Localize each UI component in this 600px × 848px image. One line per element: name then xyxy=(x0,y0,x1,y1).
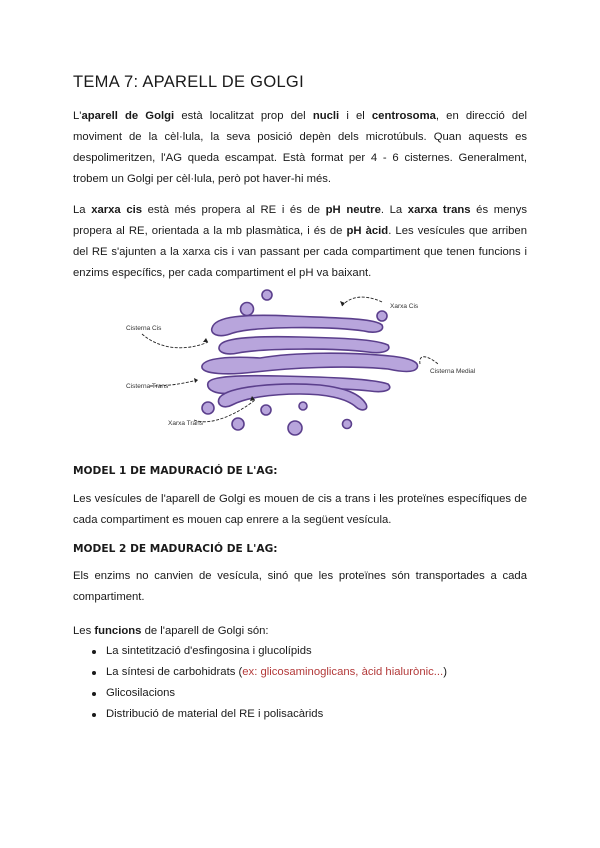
page-title: TEMA 7: APARELL DE GOLGI xyxy=(73,73,304,91)
vesicle xyxy=(202,402,214,414)
funcions-list xyxy=(92,641,447,725)
label-cisterna-trans: Cisterna Trans xyxy=(126,383,169,390)
vesicle xyxy=(261,405,271,415)
arrow-cisterna-medial xyxy=(420,357,438,364)
list-item: La síntesi de carbohidrats (ex: glicosaminoglicans, àcid hialurònic...) xyxy=(92,662,447,683)
bullet-icon xyxy=(92,692,96,696)
vesicle xyxy=(262,290,272,300)
model2-heading: MODEL 2 DE MADURACIÓ DE L'AG: xyxy=(73,543,278,555)
label-xarxa-cis: Xarxa Cis xyxy=(390,303,419,310)
vesicle xyxy=(377,311,387,321)
arrow-cisterna-cis xyxy=(142,334,208,348)
list-item: La sintetització d'esfingosina i glucolípids xyxy=(92,641,447,662)
vesicle xyxy=(299,402,307,410)
intro-paragraph: L'aparell de Golgi està localitzat prop del nucli i el centrosoma, en direcció del moviment de la cèl·lula, la seva posició depèn dels microtúbuls. Quan aquests es despolimeritzen, l'AG queda escampat. Està format per 4 - 6 cisternes. Generalment, trobem un Golgi per cèl·lula, però pot haver-hi més. xyxy=(73,110,528,185)
label-xarxa-trans: Xarxa Trans xyxy=(168,420,204,427)
label-cisterna-cis: Cisterna Cis xyxy=(126,325,162,332)
list-item: Glicosilacions xyxy=(92,683,447,704)
bullet-icon xyxy=(92,713,96,717)
vesicle xyxy=(232,418,244,430)
model2-text: Els enzims no canvien de vesícula, sinó que les proteïnes són transportades a cada compartiment. xyxy=(73,570,527,603)
bullet-icon xyxy=(92,650,96,654)
vesicle xyxy=(288,421,302,435)
list-item: Distribució de material del RE i polisacàrids xyxy=(92,704,447,725)
model1-heading: MODEL 1 DE MADURACIÓ DE L'AG: xyxy=(73,465,278,477)
cis-trans-paragraph: La xarxa cis està més propera al RE i és de pH neutre. La xarxa trans és menys propera al RE, orientada a la mb plasmàtica, i és de pH àcid. Les vesícules que arriben del RE s'ajunten a la xarxa cis i van passant per cada compartiment que tenen funcions i enzims específics, per cada compartiment el pH va baixant. xyxy=(73,204,527,279)
cisterna-2 xyxy=(219,337,389,354)
model1-text: Les vesícules de l'aparell de Golgi es mouen de cis a trans i les proteïnes específiques de cada compartiment es mouen cap enrere a la següent vesícula. xyxy=(73,493,527,526)
cisterna-medial xyxy=(202,353,418,374)
arrow-xarxa-cis xyxy=(342,297,382,306)
funcions-intro: Les funcions de l'aparell de Golgi són: xyxy=(73,625,269,637)
vesicle xyxy=(343,420,352,429)
bullet-icon xyxy=(92,671,96,675)
label-cisterna-medial: Cisterna Medial xyxy=(430,368,476,375)
golgi-diagram xyxy=(120,282,480,442)
cisterna-cis xyxy=(212,315,383,335)
vesicle xyxy=(241,303,254,316)
